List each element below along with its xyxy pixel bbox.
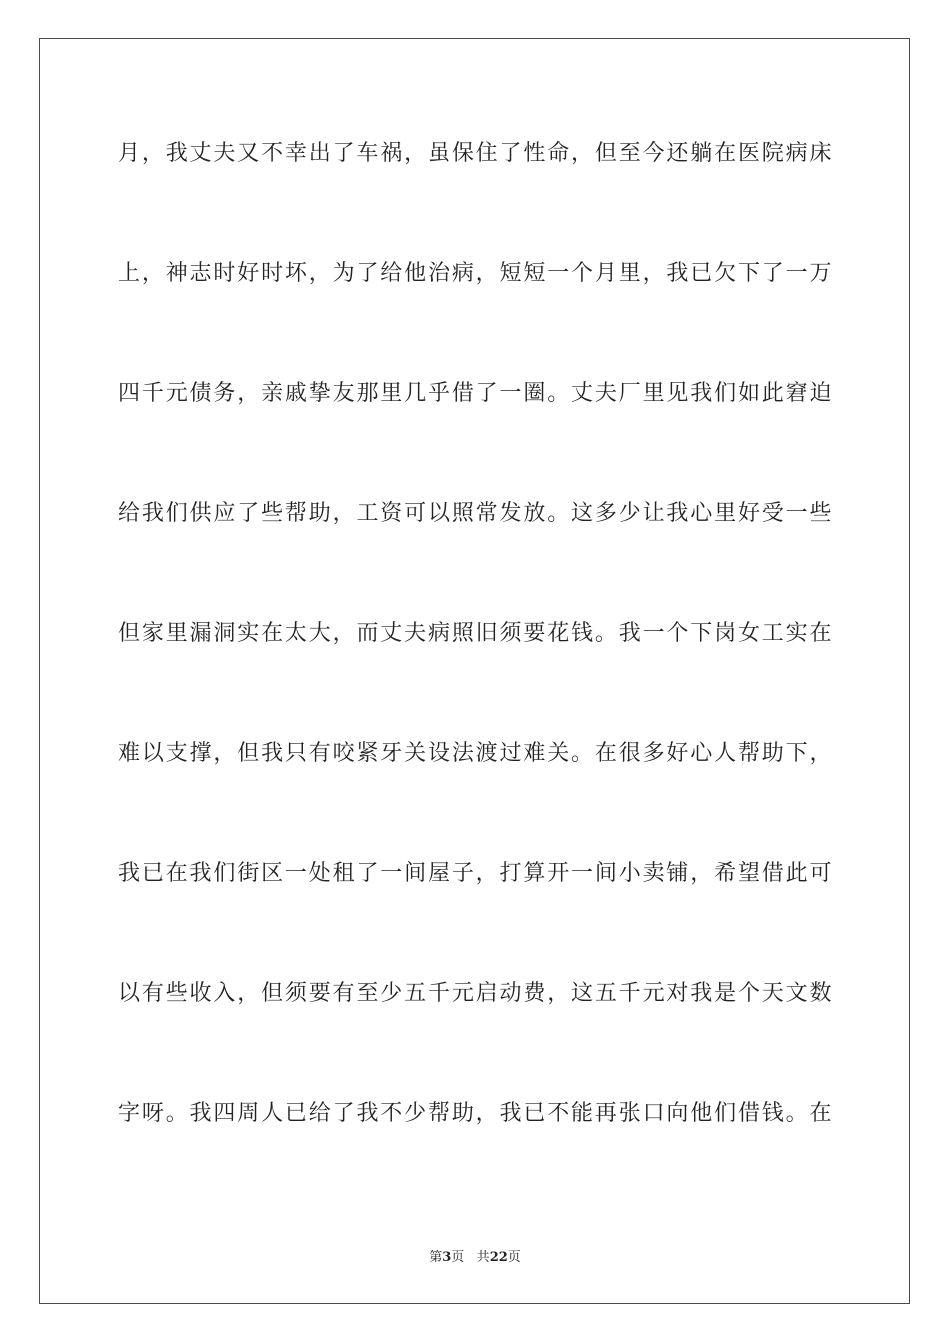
footer-page-prefix: 第 [429,1250,443,1265]
text-line-2: 上，神志时好时坏，为了给他治病，短短一个月里，我已欠下了一万 [118,261,832,286]
text-line-7: 我已在我们街区一处租了一间屋子，打算开一间小卖铺，希望借此可 [118,861,832,886]
text-line-8: 以有些收入，但须要有至少五千元启动费，这五千元对我是个天文数 [118,981,832,1006]
page-footer [0,1246,950,1265]
text-line-1: 月，我丈夫又不幸出了车祸，虽保住了性命，但至今还躺在医院病床 [118,141,832,166]
footer-total-suffix: 页 [507,1250,521,1265]
text-line-5: 但家里漏洞实在太大，而丈夫病照旧须要花钱。我一个下岗女工实在 [118,621,832,646]
footer-page-suffix: 页 [451,1250,465,1265]
text-line-4: 给我们供应了些帮助，工资可以照常发放。这多少让我心里好受一些 [118,501,832,526]
footer-total-pages: 22 [489,1250,508,1265]
text-line-6: 难以支撑，但我只有咬紧牙关设法渡过难关。在很多好心人帮助下， [118,741,832,766]
footer-current-page: 3 [442,1250,452,1265]
document-body [118,130,832,1210]
text-line-3: 四千元债务，亲戚挚友那里几乎借了一圈。丈夫厂里见我们如此窘迫 [118,381,832,406]
footer-total-prefix: 共 [476,1250,490,1265]
text-line-9: 字呀。我四周人已给了我不少帮助，我已不能再张口向他们借钱。在 [118,1101,832,1126]
